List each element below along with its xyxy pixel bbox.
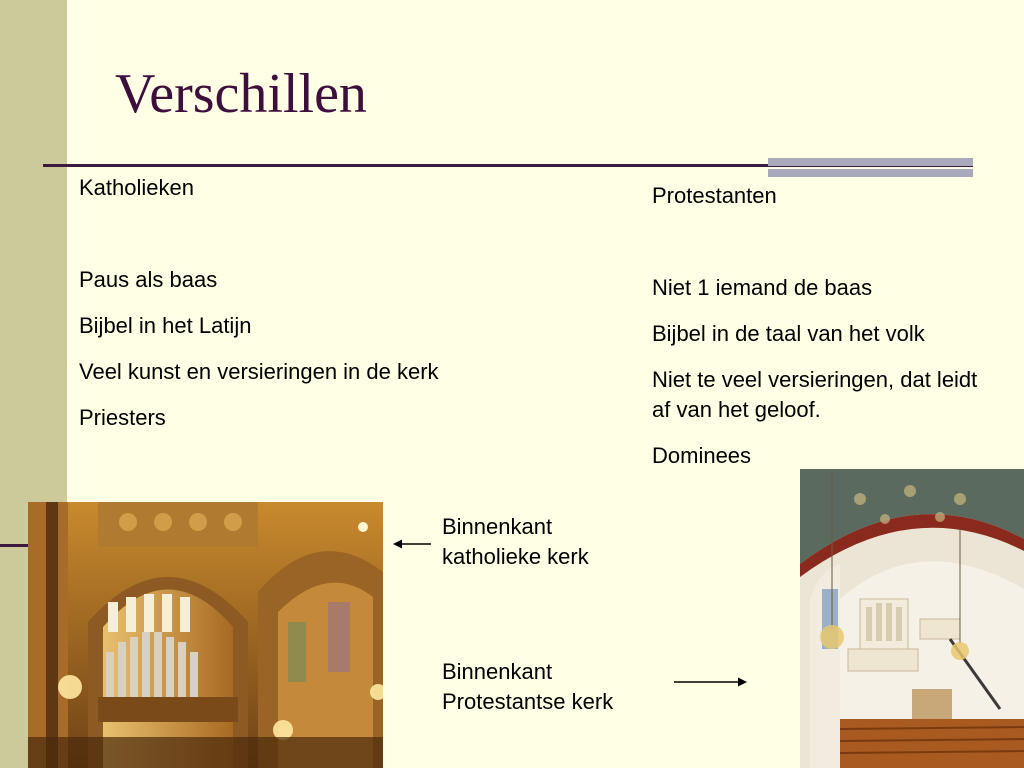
protestanten-heading: Protestanten bbox=[652, 183, 777, 208]
protestanten-item: Niet 1 iemand de baas bbox=[652, 275, 873, 300]
catholic-caption bbox=[442, 512, 662, 572]
protestant-caption-line: Protestantse kerk bbox=[442, 689, 614, 714]
katholieken-heading: Katholieken bbox=[79, 175, 194, 200]
title-divider-accent bbox=[768, 158, 973, 180]
protestanten-item: Bijbel in de taal van het volk bbox=[652, 321, 925, 346]
protestanten-item: Niet te veel versieringen, dat leidt af van het geloof. bbox=[652, 367, 978, 422]
katholieken-item: Veel kunst en versieringen in de kerk bbox=[79, 359, 439, 384]
protestant-caption-line: Binnenkant bbox=[442, 659, 553, 684]
katholieken-column bbox=[79, 173, 439, 449]
catholic-church-photo bbox=[28, 502, 383, 768]
protestant-caption bbox=[442, 657, 662, 717]
arrow-left-icon bbox=[391, 537, 433, 551]
katholieken-item: Priesters bbox=[79, 405, 166, 430]
protestant-church-photo bbox=[800, 469, 1024, 768]
catholic-caption-line: katholieke kerk bbox=[442, 544, 589, 569]
slide-title: Verschillen bbox=[115, 63, 367, 125]
katholieken-item: Bijbel in het Latijn bbox=[79, 313, 252, 338]
catholic-caption-line: Binnenkant bbox=[442, 514, 553, 539]
katholieken-item: Paus als baas bbox=[79, 267, 218, 292]
left-band-tick bbox=[0, 544, 28, 547]
protestanten-item: Dominees bbox=[652, 443, 752, 468]
protestanten-column bbox=[652, 181, 992, 487]
arrow-right-icon bbox=[673, 675, 749, 689]
